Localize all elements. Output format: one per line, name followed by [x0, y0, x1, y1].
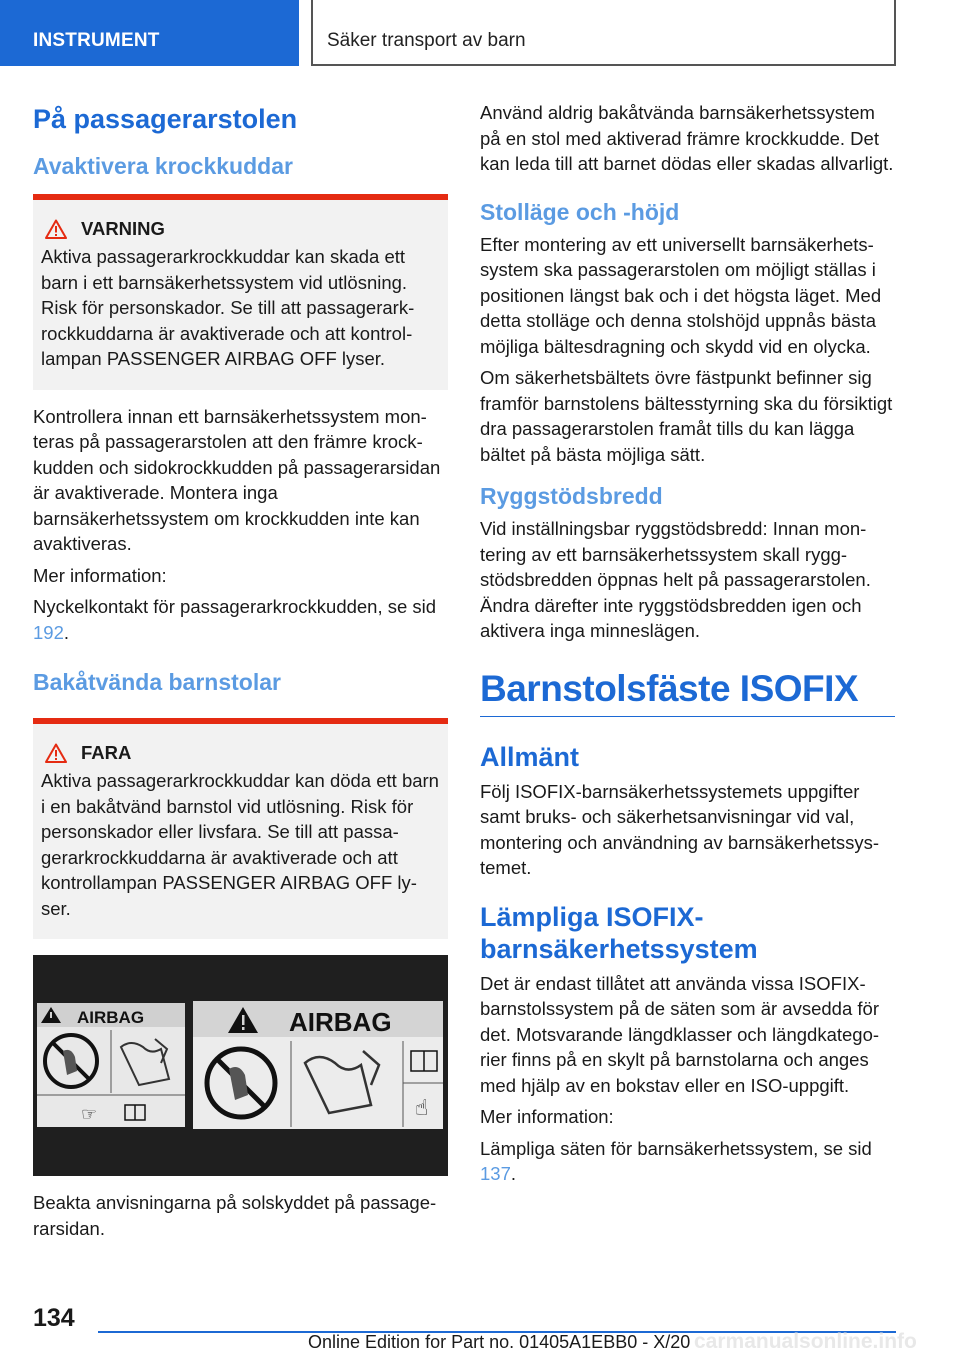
figure-caption: Beakta anvisningarna på solskyddet på passagerarsidan. [33, 1192, 437, 1239]
paragraph-belt-anchor: Om säkerhetsbältets övre fästpunkt befinner sig framför barnstolens bältesstyrning ska du försiktigt dra passagerarstolen framåt tills du kan lägga bältet på bästa möjliga sätt. [480, 367, 893, 465]
heading-seat-position: Stolläge och ‑höjd [480, 198, 680, 225]
paragraph-more-info: Mer information: [33, 564, 167, 586]
paragraph-seat-position: Efter montering av ett universellt barnsäkerhetssystem ska passagerarstolen om möjligt ställas i positionen längst bak och i det högsta läget. Med detta stolläge och denna stolshöjd uppnås bästa möjliga bältesdragning och skydd vid en olycka. [480, 233, 882, 357]
paragraph-general: Följ ISOFIX‑barnsäkerhetssystemets uppgifter samt bruks- och säkerhetsanvisningar vid val, montering och användning av barnsäkerhetssystemet. [480, 780, 880, 878]
right-column [480, 100, 895, 1193]
left-column [33, 100, 448, 1247]
airbag-labels-illustration [33, 955, 448, 1176]
heading-passenger-seat: På passagerarstolen [33, 104, 298, 134]
small-label-text: AIRBAG [77, 1008, 145, 1027]
danger-box [33, 718, 448, 939]
warning-box [33, 194, 448, 390]
chapter-title: Säker transport av barn [311, 0, 896, 66]
danger-title [41, 742, 440, 764]
paragraph-suitable-seats-ref [480, 1136, 895, 1187]
heading-rear-facing: Bakåtvända barnstolar [33, 669, 281, 695]
section-label: INSTRUMENT [0, 0, 299, 66]
reference-suffix: . [510, 1163, 517, 1184]
paragraph-key-switch [33, 594, 448, 645]
heading-general: Allmänt [480, 741, 580, 772]
danger-text: Aktiva passagerarkrockkuddar kan döda ett barn i en bakåtvänd barnstol vid utlösning. Risk för personskador eller livsfara. Se till att passagerarkrockkuddarna är avaktiverade och att kontrollampan PASSENGER AIRBAG OFF lyser. [41, 770, 439, 919]
svg-text:☞: ☞ [81, 1104, 98, 1125]
paragraph-backrest-width: Vid inställningsbar ryggstödsbredd: Innan montering av ett barnsäkerhetssystem skall ryggstödsbredden öppnas helt på passagerarstolen. Ändra därefter inte ryggstödsbredden igen och aktivera inga minneslägen. [480, 518, 871, 641]
warning-triangle-icon [45, 743, 67, 763]
warning-triangle-icon [45, 219, 67, 239]
danger-title-text: FARA [81, 742, 132, 763]
paragraph-more-info-right: Mer information: [480, 1106, 614, 1127]
watermark: carmanualsonline.info [694, 1330, 917, 1353]
page-number: 134 [33, 1304, 75, 1332]
large-label-text: AIRBAG [289, 1007, 392, 1037]
page-footer [0, 1290, 960, 1362]
paragraph-never-rear-facing: Använd aldrig bakåtvända barnsäkerhetssystem på en stol med aktiverad främre krockkudde. Det kan leda till att barnet dödas eller skadas allvarligt. [480, 102, 894, 174]
svg-text:☝: ☝ [415, 1096, 429, 1121]
paragraph-check-airbags: Kontrollera innan ett barnsäkerhetssystem monteras på passagerarstolen att den främre krockkudden och sidokrockkudden på passagerarsidan är avaktiverade. Montera inga barnsäkerhetssystem om krockkudden inte kan avaktiveras. [33, 405, 441, 554]
page-header [0, 0, 960, 66]
paragraph-suitable-isofix: Det är endast tillåtet att använda vissa ISOFIX-barnstolssystem på de säten som är avsedda för det. Motsvarande längdklasser och längdkategorier finns på en skylt på barnstolarna och anges med hjälp av en bokstav eller en ISO-uppgift. [480, 972, 880, 1096]
reference-text: Lämpliga säten för barnsäkerhetssystem, se sid [480, 1137, 872, 1159]
page-link-192[interactable]: 192 [33, 621, 64, 643]
reference-text: Nyckelkontakt för passagerarkrockkudden, se sid [33, 596, 437, 617]
heading-backrest-width: Ryggstödsbredd [480, 483, 663, 509]
warning-text: Aktiva passagerarkrockkuddar kan skada ett barn i ett barnsäkerhetssystem vid utlösning. Risk för personskador. Se till att passagerarkrockkuddarna är avaktiverade och att kontrollampan PASSENGER AIRBAG OFF lyser. [41, 246, 415, 369]
warning-title-text: VARNING [81, 218, 165, 239]
edition-text: Online Edition for Part no. 01405A1EBB0 - X/20 [308, 1332, 691, 1352]
warning-title [41, 218, 440, 240]
reference-suffix: . [63, 621, 70, 643]
heading-suitable-isofix: Lämpliga ISOFIX-barnsäkerhetssystem [480, 901, 758, 964]
heading-isofix: Barnstolsfäste ISOFIX [480, 668, 895, 717]
airbag-label-photo [33, 955, 448, 1176]
heading-deactivate-airbags: Avaktivera krockkuddar [33, 153, 293, 179]
page-link-137[interactable]: 137 [480, 1163, 511, 1184]
